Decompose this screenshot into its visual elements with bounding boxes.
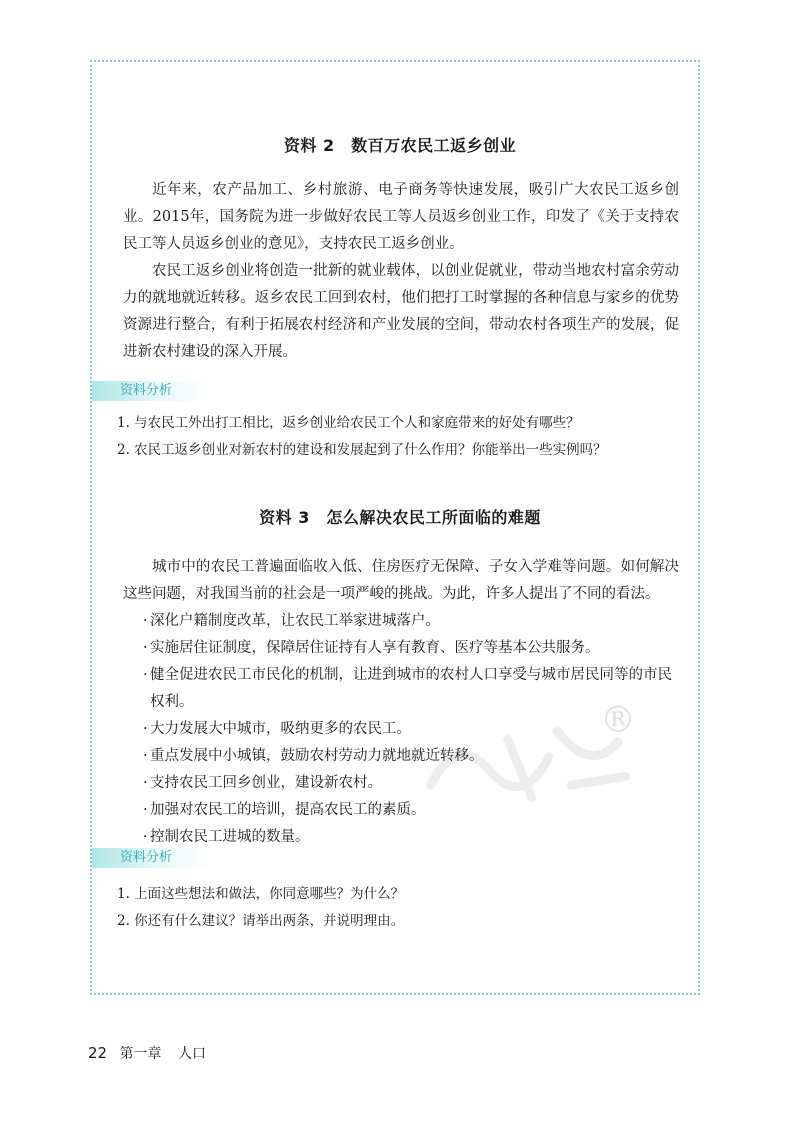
bullet-item: · 控制农民工进城的数量。 bbox=[143, 829, 310, 845]
material2-question-2: 2. 农民工返乡创业对新农村的建设和发展起到了什么作用？你能举出一些实例吗？ bbox=[117, 442, 607, 458]
analysis-tag-label: 资料分析 bbox=[120, 383, 173, 398]
chapter-label: 第一章 bbox=[119, 1046, 162, 1062]
section-label: 人口 bbox=[178, 1046, 206, 1062]
bullet-item: · 重点发展中小城镇，鼓励农村劳动力就地就近转移。 bbox=[143, 748, 484, 764]
material3-question-2: 2. 你还有什么建议？请举出两条，并说明理由。 bbox=[117, 913, 405, 929]
bullet-item: · 大力发展大中城市，吸纳更多的农民工。 bbox=[143, 721, 411, 737]
registered-mark: ® bbox=[600, 700, 636, 741]
bullet-item: · 深化户籍制度改革，让农民工举家进城落户。 bbox=[143, 613, 440, 629]
material3-question-1: 1. 上面这些想法和做法，你同意哪些？为什么？ bbox=[117, 886, 405, 902]
page-footer bbox=[88, 1043, 206, 1063]
material2-paragraph-1: 近年来，农产品加工、乡村旅游、电子商务等快速发展，吸引广大农民工返乡创业。2015年，国务院为进一步做好农民工等人员返乡创业工作，印发了《关于支持农民工等人员返乡创业的意见》，支持农民工返乡创业。 bbox=[123, 182, 679, 252]
bullet-item: · 加强对农民工的培训，提高农民工的素质。 bbox=[143, 802, 426, 818]
analysis-tag-label: 资料分析 bbox=[120, 850, 173, 865]
material2-title: 资料 2 数百万农民工返乡创业 bbox=[283, 136, 517, 155]
analysis-tag bbox=[92, 381, 210, 401]
page-number: 22 bbox=[88, 1044, 108, 1062]
material3-title: 资料 3 怎么解决农民工所面临的难题 bbox=[259, 508, 541, 527]
material3-intro: 城市中的农民工普遍面临收入低、住房医疗无保障、子女入学难等问题。如何解决这些问题，对我国当前的社会是一项严峻的挑战。为此，许多人提出了不同的看法。 bbox=[123, 559, 679, 602]
bullet-item: · 健全促进农民工市民化的机制，让进到城市的农村人口享受与城市居民同等的市民权利。 bbox=[143, 667, 672, 710]
bullet-item: · 支持农民工回乡创业，建设新农村。 bbox=[143, 775, 382, 791]
bullet-item: · 实施居住证制度，保障居住证持有人享有教育、医疗等基本公共服务。 bbox=[143, 640, 600, 656]
material2-paragraph-2: 农民工返乡创业将创造一批新的就业载体，以创业促就业，带动当地农村富余劳动力的就地就近转移。返乡农民工回到农村，他们把打工时掌握的各种信息与家乡的优势资源进行整合，有利于拓展农村经济和产业发展的空间，带动农村各项生产的发展，促进新农村建设的深入开展。 bbox=[123, 263, 679, 360]
material2-question-1: 1. 与农民工外出打工相比，返乡创业给农民工个人和家庭带来的好处有哪些？ bbox=[117, 415, 580, 431]
analysis-tag bbox=[92, 848, 210, 868]
